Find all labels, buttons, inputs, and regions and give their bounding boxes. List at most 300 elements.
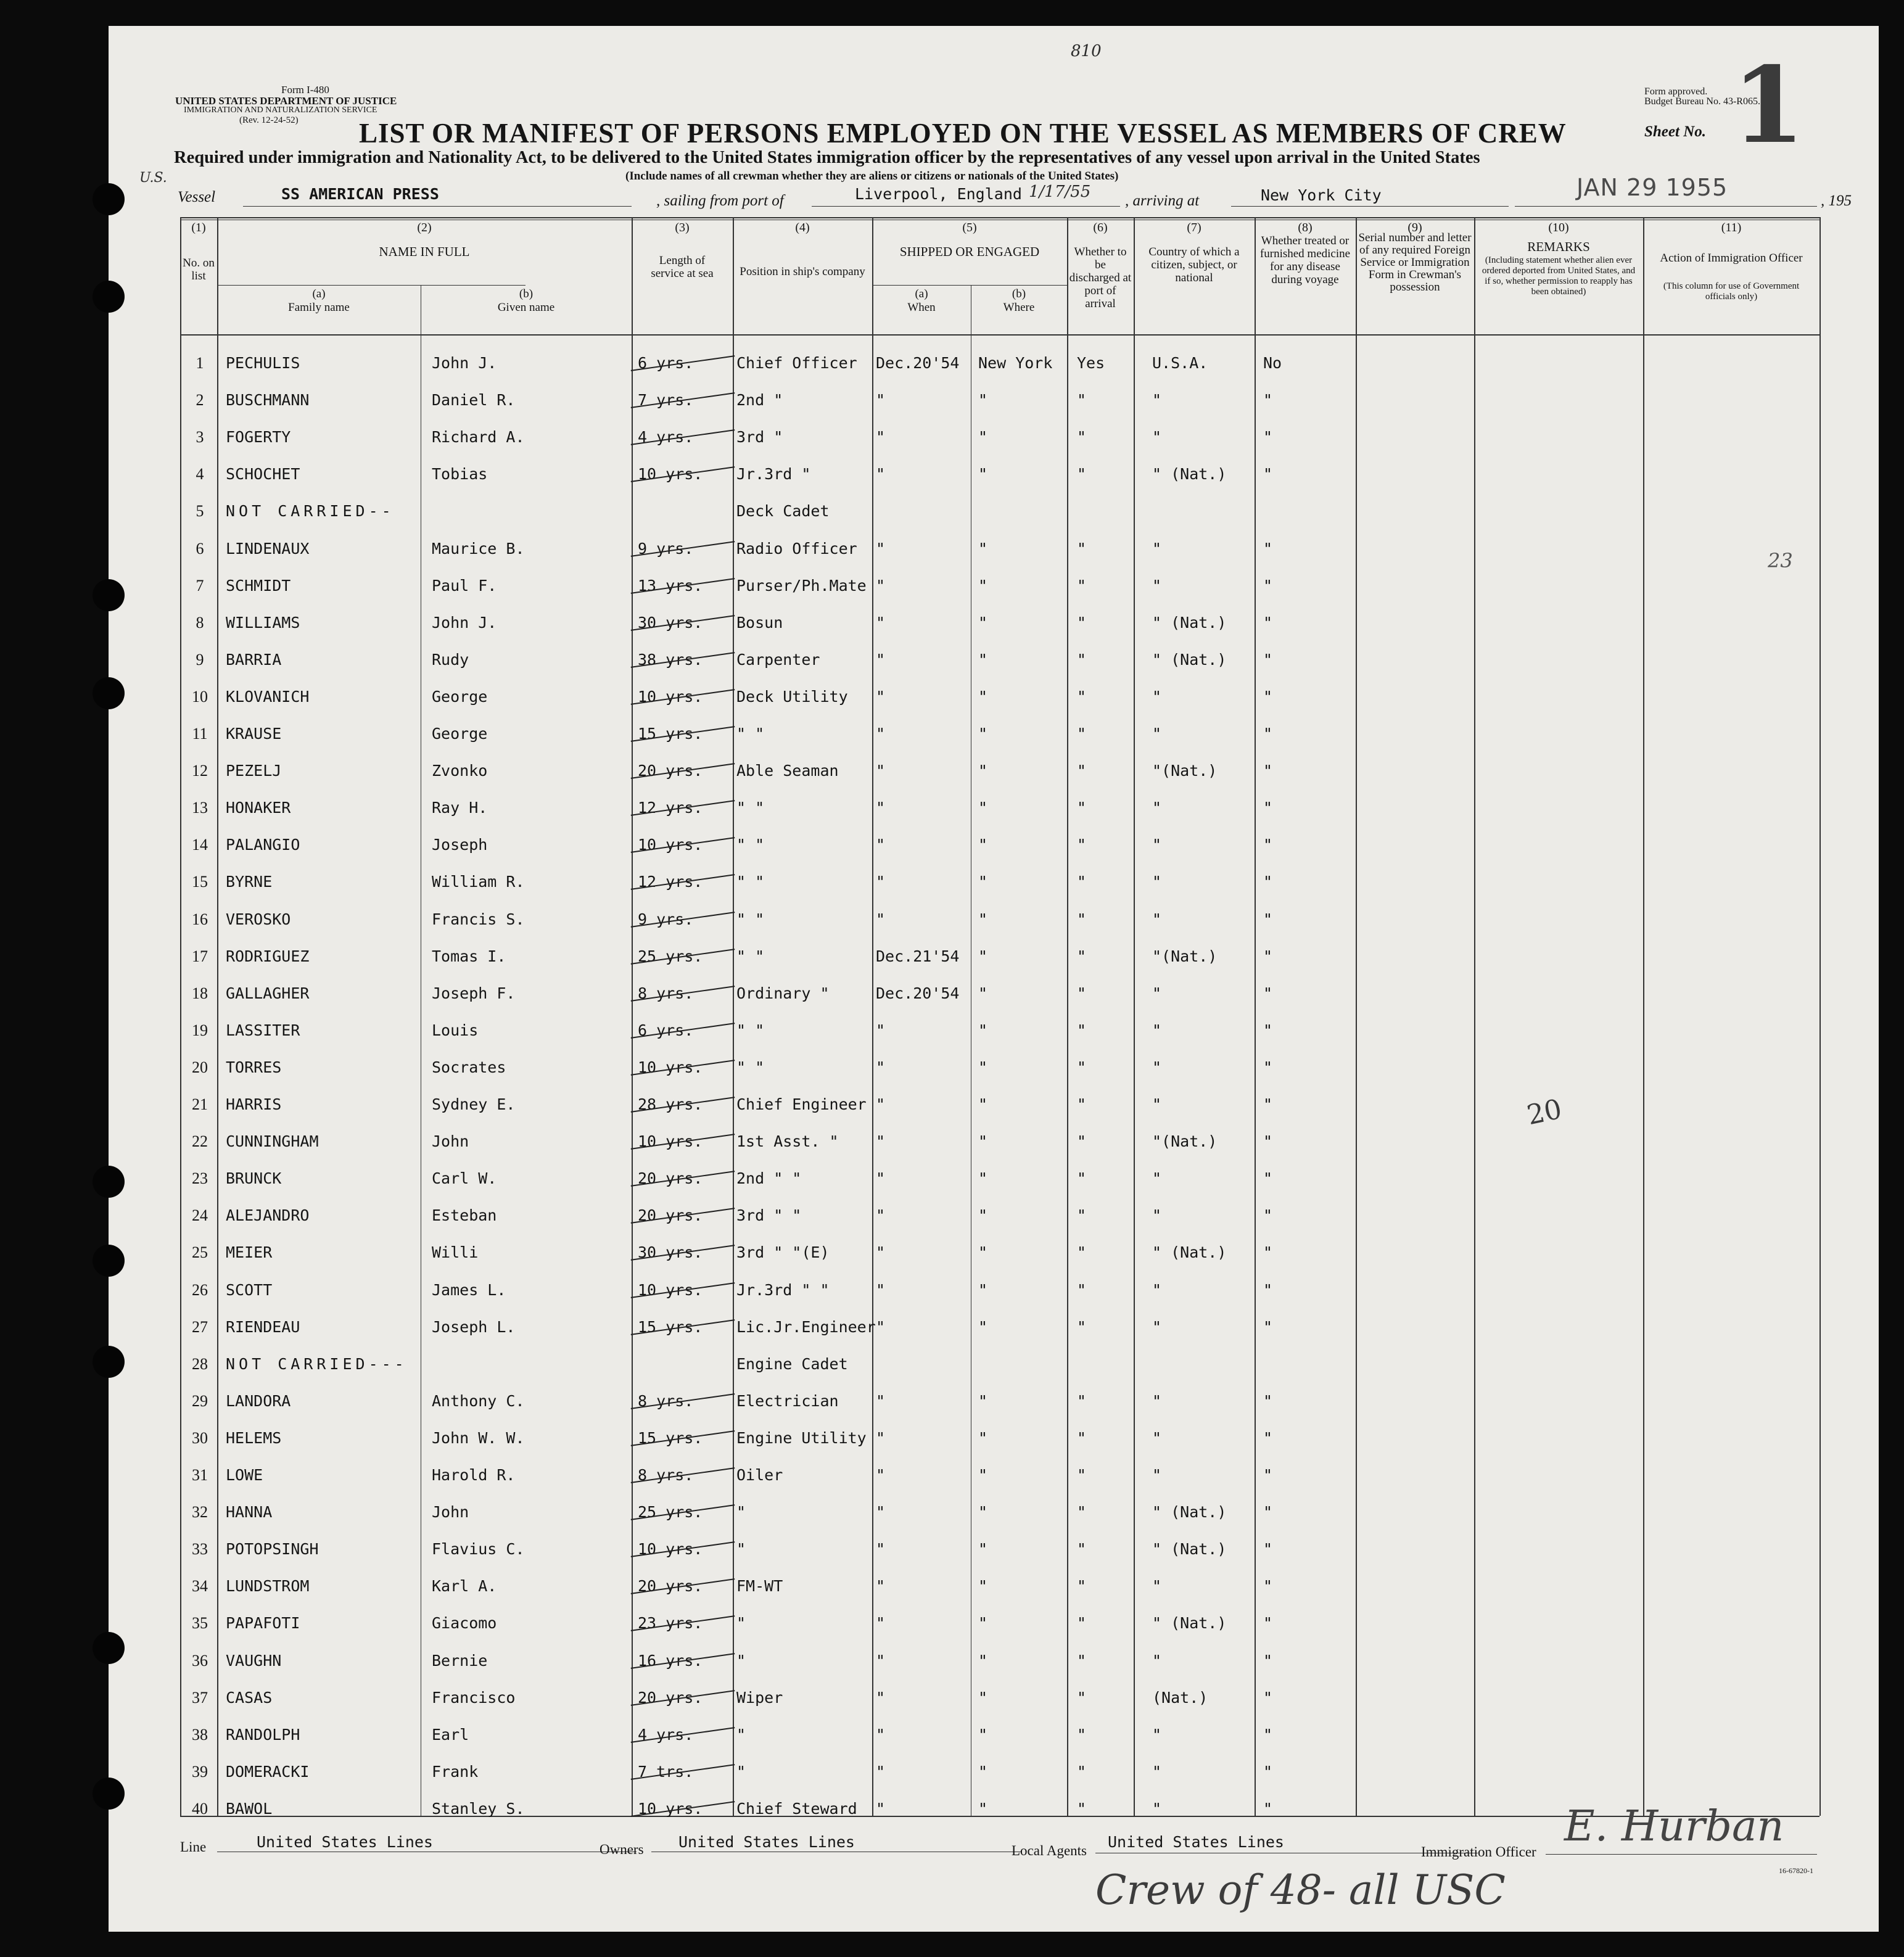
cell-given: Louis bbox=[432, 1021, 479, 1039]
cell-country: " bbox=[1152, 1021, 1162, 1039]
cell-given: Harold R. bbox=[432, 1466, 516, 1484]
cell-discharged: " bbox=[1077, 799, 1087, 817]
col10-number: (10) bbox=[1548, 221, 1569, 234]
cell-country: " bbox=[1152, 1280, 1162, 1299]
cell-no: 19 bbox=[192, 1021, 208, 1039]
cell-no: 6 bbox=[196, 539, 204, 558]
cell-country: " bbox=[1152, 391, 1162, 410]
cell-no: 31 bbox=[192, 1466, 208, 1484]
col2-number: (2) bbox=[417, 221, 432, 234]
cell-when: " bbox=[876, 1243, 886, 1262]
cell-no: 24 bbox=[192, 1206, 208, 1225]
cell-where: " bbox=[978, 1280, 988, 1299]
cell-country: "(Nat.) bbox=[1152, 1132, 1218, 1151]
cell-discharged: " bbox=[1077, 613, 1087, 632]
cell-position: " " bbox=[736, 873, 765, 891]
crew-note: Crew of 48- all USC bbox=[1095, 1866, 1506, 1914]
cell-service: 10 yrs. bbox=[638, 1799, 703, 1818]
cell-discharged: " bbox=[1077, 1280, 1087, 1299]
cell-no: 40 bbox=[192, 1799, 208, 1818]
cell-position: 1st Asst. " bbox=[736, 1132, 839, 1151]
table-row bbox=[109, 567, 1820, 604]
cell-discharged: " bbox=[1077, 1651, 1087, 1670]
col9-number: (9) bbox=[1407, 221, 1422, 234]
cell-when: " bbox=[876, 1651, 886, 1670]
cell-position: Engine Cadet bbox=[736, 1354, 848, 1373]
table-row bbox=[109, 1790, 1820, 1827]
cell-given: Giacomo bbox=[432, 1614, 497, 1633]
cell-medicine: " bbox=[1263, 465, 1273, 484]
cell-discharged: " bbox=[1077, 428, 1087, 447]
cell-given: George bbox=[432, 725, 488, 743]
cell-medicine: " bbox=[1263, 1577, 1273, 1596]
cell-given: George bbox=[432, 687, 488, 706]
cell-discharged: " bbox=[1077, 465, 1087, 484]
cell-country: " (Nat.) bbox=[1152, 1540, 1227, 1559]
cell-medicine: " bbox=[1263, 1169, 1273, 1188]
cell-service: 6 yrs. bbox=[638, 1021, 694, 1039]
cell-medicine: " bbox=[1263, 1428, 1273, 1447]
cell-country: " bbox=[1152, 1799, 1162, 1818]
table-row bbox=[109, 1308, 1820, 1345]
cell-position: Able Seaman bbox=[736, 762, 839, 780]
cell-discharged: " bbox=[1077, 1614, 1087, 1633]
cell-service: 10 yrs. bbox=[638, 1132, 703, 1151]
cell-position: " bbox=[736, 1503, 746, 1522]
cell-given: Francisco bbox=[432, 1688, 516, 1707]
col1-label: No. on list bbox=[183, 257, 215, 282]
cell-service: 16 yrs. bbox=[638, 1651, 703, 1670]
cell-service: 10 yrs. bbox=[638, 1280, 703, 1299]
col10-label: REMARKS bbox=[1527, 239, 1590, 254]
cell-family: HELEMS bbox=[226, 1428, 282, 1447]
cell-position: Jr.3rd " bbox=[736, 465, 811, 484]
sheet-number: 1 bbox=[1732, 44, 1805, 167]
cell-family: GALLAGHER bbox=[226, 984, 310, 1002]
cell-country: " bbox=[1152, 1095, 1162, 1113]
cell-where: " bbox=[978, 836, 988, 854]
cell-given: Joseph bbox=[432, 836, 488, 854]
cell-when: " bbox=[876, 391, 886, 410]
cell-discharged: " bbox=[1077, 1540, 1087, 1559]
cell-position: " bbox=[736, 1762, 746, 1781]
cell-family: BRUNCK bbox=[226, 1169, 282, 1188]
sheet-label: Sheet No. bbox=[1644, 123, 1706, 140]
cell-position: 3rd " bbox=[736, 428, 783, 447]
col5-number: (5) bbox=[962, 221, 977, 234]
stamp-mark: 20 bbox=[1524, 1093, 1565, 1132]
cell-service: 20 yrs. bbox=[638, 762, 703, 780]
cell-country: (Nat.) bbox=[1152, 1688, 1208, 1707]
cell-service: 10 yrs. bbox=[638, 1540, 703, 1559]
cell-given: John bbox=[432, 1503, 469, 1522]
cell-where: " bbox=[978, 725, 988, 743]
department: UNITED STATES DEPARTMENT OF JUSTICE bbox=[175, 95, 397, 107]
cell-discharged: " bbox=[1077, 1206, 1087, 1225]
form-approved: Form approved. bbox=[1644, 86, 1708, 97]
cell-position: Purser/Ph.Mate bbox=[736, 576, 867, 595]
cell-discharged: " bbox=[1077, 1169, 1087, 1188]
cell-service: 20 yrs. bbox=[638, 1577, 703, 1596]
cell-service: 15 yrs. bbox=[638, 1428, 703, 1447]
col5b-label: Where bbox=[1003, 301, 1035, 314]
cell-medicine: " bbox=[1263, 725, 1273, 743]
line-label: Line bbox=[180, 1839, 207, 1855]
table-row bbox=[109, 863, 1820, 900]
cell-position: Chief Engineer bbox=[736, 1095, 867, 1113]
cell-position: Deck Cadet bbox=[736, 502, 830, 521]
cell-where: " bbox=[978, 799, 988, 817]
cell-no: 32 bbox=[192, 1503, 208, 1522]
cell-medicine: " bbox=[1263, 984, 1273, 1002]
cell-where: " bbox=[978, 1391, 988, 1410]
table-row bbox=[109, 1604, 1820, 1641]
cell-when: " bbox=[876, 465, 886, 484]
col6-label: Whether to be discharged at port of arrival bbox=[1069, 245, 1132, 310]
cell-where: " bbox=[978, 984, 988, 1002]
cell-service: 12 yrs. bbox=[638, 799, 703, 817]
cell-discharged: " bbox=[1077, 1428, 1087, 1447]
cell-discharged: " bbox=[1077, 1762, 1087, 1781]
cell-service: 23 yrs. bbox=[638, 1614, 703, 1633]
cell-family: SCHOCHET bbox=[226, 465, 300, 484]
cell-discharged: " bbox=[1077, 1021, 1087, 1039]
cell-service: 9 yrs. bbox=[638, 539, 694, 558]
cell-discharged: " bbox=[1077, 1466, 1087, 1484]
vessel-label: Vessel bbox=[178, 189, 216, 205]
cell-discharged: " bbox=[1077, 576, 1087, 595]
cell-medicine: " bbox=[1263, 1132, 1273, 1151]
cell-discharged: " bbox=[1077, 1391, 1087, 1410]
cell-country: " bbox=[1152, 836, 1162, 854]
cell-where: " bbox=[978, 1651, 988, 1670]
cell-country: " bbox=[1152, 725, 1162, 743]
table-row bbox=[109, 1642, 1820, 1679]
cell-no: 20 bbox=[192, 1058, 208, 1076]
cell-medicine: " bbox=[1263, 1688, 1273, 1707]
cell-family: HANNA bbox=[226, 1503, 273, 1522]
agents-value: United States Lines bbox=[1108, 1833, 1284, 1851]
cell-country: " bbox=[1152, 539, 1162, 558]
cell-where: " bbox=[978, 428, 988, 447]
table-row bbox=[109, 1011, 1820, 1049]
cell-family: SCOTT bbox=[226, 1280, 273, 1299]
cell-family: PALANGIO bbox=[226, 836, 300, 854]
cell-position: " " bbox=[736, 836, 765, 854]
cell-when: " bbox=[876, 687, 886, 706]
cell-discharged: " bbox=[1077, 539, 1087, 558]
cell-where: " bbox=[978, 539, 988, 558]
col3-label: Length of service at sea bbox=[651, 254, 714, 280]
service-name: IMMIGRATION AND NATURALIZATION SERVICE bbox=[184, 105, 377, 115]
cell-no: 17 bbox=[192, 947, 208, 965]
cell-position: 2nd " " bbox=[736, 1169, 802, 1188]
cell-country: " bbox=[1152, 910, 1162, 928]
cell-family: LANDORA bbox=[226, 1391, 291, 1410]
col7-number: (7) bbox=[1187, 221, 1201, 234]
manifest-sheet bbox=[109, 26, 1879, 1932]
cell-family: SCHMIDT bbox=[226, 576, 291, 595]
cell-position: " bbox=[736, 1540, 746, 1559]
vessel-name: SS AMERICAN PRESS bbox=[281, 185, 439, 203]
officer-signature: E. Hurban bbox=[1564, 1802, 1784, 1851]
cell-country: " bbox=[1152, 984, 1162, 1002]
cell-when: " bbox=[876, 1577, 886, 1596]
cell-medicine: " bbox=[1263, 539, 1273, 558]
col2b-number: (b) bbox=[519, 287, 534, 300]
port-from: Liverpool, England bbox=[855, 185, 1022, 203]
cell-no: 5 bbox=[196, 502, 204, 521]
table-row bbox=[109, 641, 1820, 678]
cell-discharged: " bbox=[1077, 1058, 1087, 1076]
cell-discharged: " bbox=[1077, 687, 1087, 706]
cell-country: " bbox=[1152, 1391, 1162, 1410]
table-row bbox=[109, 1456, 1820, 1493]
cell-country: " (Nat.) bbox=[1152, 1243, 1227, 1262]
owners-value: United States Lines bbox=[678, 1833, 855, 1851]
col9-label: Serial number and letter of any required Foreign Service or Immigration Form in Crewman's possession bbox=[1358, 231, 1472, 294]
table-row bbox=[109, 455, 1820, 492]
cell-discharged: " bbox=[1077, 725, 1087, 743]
cell-family: RODRIGUEZ bbox=[226, 947, 310, 965]
table-row bbox=[109, 1123, 1820, 1160]
cell-discharged: " bbox=[1077, 1688, 1087, 1707]
cell-medicine: " bbox=[1263, 1503, 1273, 1522]
cell-position: Jr.3rd " " bbox=[736, 1280, 830, 1299]
cell-country: " bbox=[1152, 1206, 1162, 1225]
cell-medicine: " bbox=[1263, 947, 1273, 965]
cell-family: BUSCHMANN bbox=[226, 391, 310, 410]
cell-no: 18 bbox=[192, 984, 208, 1002]
cell-where: " bbox=[978, 1428, 988, 1447]
cell-medicine: " bbox=[1263, 1280, 1273, 1299]
cell-where: " bbox=[978, 1466, 988, 1484]
cell-medicine: " bbox=[1263, 1762, 1273, 1781]
cell-family: VAUGHN bbox=[226, 1651, 282, 1670]
cell-family: LASSITER bbox=[226, 1021, 300, 1039]
cell-family: PAPAFOTI bbox=[226, 1614, 300, 1633]
cell-family: BAWOL bbox=[226, 1799, 273, 1818]
cell-medicine: " bbox=[1263, 1725, 1273, 1744]
table-row bbox=[109, 1419, 1820, 1456]
cell-discharged: " bbox=[1077, 947, 1087, 965]
cell-no: 21 bbox=[192, 1095, 208, 1113]
cell-service: 6 yrs. bbox=[638, 354, 694, 372]
cell-no: 13 bbox=[192, 799, 208, 817]
cell-given: Tomas I. bbox=[432, 947, 506, 965]
cell-service: 15 yrs. bbox=[638, 725, 703, 743]
cell-when: Dec.21'54 bbox=[876, 947, 960, 965]
cell-where: " bbox=[978, 1762, 988, 1781]
cell-medicine: " bbox=[1263, 1058, 1273, 1076]
cell-when: " bbox=[876, 1799, 886, 1818]
cell-family: BARRIA bbox=[226, 650, 282, 669]
table-row bbox=[109, 715, 1820, 752]
cell-country: " bbox=[1152, 1577, 1162, 1596]
col4-label: Position in ship's company bbox=[740, 265, 865, 278]
cell-family: WILLIAMS bbox=[226, 613, 300, 632]
cell-when: " bbox=[876, 1725, 886, 1744]
cell-family: HONAKER bbox=[226, 799, 291, 817]
cell-when: " bbox=[876, 725, 886, 743]
table-row bbox=[109, 344, 1820, 381]
cell-no: 11 bbox=[192, 725, 208, 743]
table-row bbox=[109, 789, 1820, 826]
cell-given: Bernie bbox=[432, 1651, 488, 1670]
cell-no: 37 bbox=[192, 1688, 208, 1707]
cell-position: Deck Utility bbox=[736, 687, 848, 706]
cell-position: Bosun bbox=[736, 613, 783, 632]
cell-medicine: " bbox=[1263, 910, 1273, 928]
cell-family: TORRES bbox=[226, 1058, 282, 1076]
cell-position: " " bbox=[736, 1058, 765, 1076]
cell-no: 22 bbox=[192, 1132, 208, 1151]
cell-when: " bbox=[876, 836, 886, 854]
cell-medicine: " bbox=[1263, 576, 1273, 595]
cell-given: Anthony C. bbox=[432, 1391, 525, 1410]
cell-medicine: " bbox=[1263, 1651, 1273, 1670]
cell-where: " bbox=[978, 687, 988, 706]
cell-discharged: " bbox=[1077, 650, 1087, 669]
cell-when: " bbox=[876, 1058, 886, 1076]
cell-given: Daniel R. bbox=[432, 391, 516, 410]
col2a-number: (a) bbox=[312, 287, 326, 300]
cell-given: Karl A. bbox=[432, 1577, 497, 1596]
cell-when: Dec.20'54 bbox=[876, 984, 960, 1002]
cell-position: Chief Officer bbox=[736, 354, 857, 372]
table-row bbox=[109, 752, 1820, 789]
agents-label: Local Agents bbox=[1012, 1843, 1087, 1858]
print-code: 16-67820-1 bbox=[1779, 1866, 1813, 1875]
cell-no: 1 bbox=[196, 354, 204, 372]
cell-position: Chief Steward bbox=[736, 1799, 857, 1818]
cell-service: 20 yrs. bbox=[638, 1169, 703, 1188]
cell-when: " bbox=[876, 1021, 886, 1039]
cell-country: " bbox=[1152, 687, 1162, 706]
cell-no: 39 bbox=[192, 1762, 208, 1781]
cell-family: RANDOLPH bbox=[226, 1725, 300, 1744]
table-row bbox=[109, 1234, 1820, 1271]
cell-family: CASAS bbox=[226, 1688, 273, 1707]
col2b-label: Given name bbox=[497, 301, 555, 314]
cell-position: " " bbox=[736, 799, 765, 817]
cell-when: " bbox=[876, 1169, 886, 1188]
cell-country: "(Nat.) bbox=[1152, 947, 1218, 965]
cell-country: " bbox=[1152, 1651, 1162, 1670]
cell-discharged: " bbox=[1077, 1132, 1087, 1151]
cell-position: " bbox=[736, 1725, 746, 1744]
cell-no: 35 bbox=[192, 1614, 208, 1633]
table-row bbox=[109, 1271, 1820, 1308]
col5-label: SHIPPED OR ENGAGED bbox=[899, 244, 1040, 259]
col11-label: Action of Immigration Officer bbox=[1660, 252, 1803, 265]
top-mark: 810 bbox=[1071, 42, 1102, 60]
cell-when: " bbox=[876, 1280, 886, 1299]
cell-no: 30 bbox=[192, 1428, 208, 1447]
cell-where: " bbox=[978, 1317, 988, 1336]
cell-given: Richard A. bbox=[432, 428, 525, 447]
cell-country: "(Nat.) bbox=[1152, 762, 1218, 780]
cell-service: 10 yrs. bbox=[638, 465, 703, 484]
cell-when: " bbox=[876, 428, 886, 447]
cell-where: " bbox=[978, 1799, 988, 1818]
cell-where: New York bbox=[978, 354, 1053, 372]
vessel-prefix: U.S. bbox=[139, 170, 167, 186]
cell-when: " bbox=[876, 1466, 886, 1484]
cell-no: 15 bbox=[192, 873, 208, 891]
cell-given: John W. W. bbox=[432, 1428, 525, 1447]
col8-number: (8) bbox=[1298, 221, 1313, 234]
cell-family: LOWE bbox=[226, 1466, 263, 1484]
cell-where: " bbox=[978, 910, 988, 928]
cell-no: 14 bbox=[192, 836, 208, 854]
cell-medicine: " bbox=[1263, 1317, 1273, 1336]
table-row bbox=[109, 530, 1820, 567]
cell-where: " bbox=[978, 650, 988, 669]
col10-note: (Including statement whether alien ever ordered deported from United States, and if so, whether permission to reapply has been obtained) bbox=[1482, 255, 1636, 297]
cell-service: 7 trs. bbox=[638, 1762, 694, 1781]
cell-when: " bbox=[876, 539, 886, 558]
cell-country: " bbox=[1152, 1317, 1162, 1336]
cell-where: " bbox=[978, 465, 988, 484]
cell-position: 2nd " bbox=[736, 391, 783, 410]
cell-when: " bbox=[876, 1317, 886, 1336]
cell-where: " bbox=[978, 1614, 988, 1633]
cell-discharged: " bbox=[1077, 1243, 1087, 1262]
cell-country: " (Nat.) bbox=[1152, 613, 1227, 632]
cell-family: DOMERACKI bbox=[226, 1762, 310, 1781]
cell-given: Carl W. bbox=[432, 1169, 497, 1188]
table-row bbox=[109, 678, 1820, 715]
cell-discharged: " bbox=[1077, 1577, 1087, 1596]
cell-family: NOT CARRIED-- bbox=[226, 502, 395, 521]
cell-discharged: " bbox=[1077, 1725, 1087, 1744]
cell-given: John J. bbox=[432, 354, 497, 372]
cell-given: Joseph F. bbox=[432, 984, 516, 1002]
line-value: United States Lines bbox=[257, 1833, 433, 1851]
cell-medicine: " bbox=[1263, 687, 1273, 706]
col3-number: (3) bbox=[675, 221, 690, 234]
cell-medicine: " bbox=[1263, 836, 1273, 854]
cell-service: 4 yrs. bbox=[638, 428, 694, 447]
cell-country: " bbox=[1152, 1762, 1162, 1781]
cell-family: VEROSKO bbox=[226, 910, 291, 928]
cell-discharged: " bbox=[1077, 984, 1087, 1002]
cell-service: 7 yrs. bbox=[638, 391, 694, 410]
cell-medicine: " bbox=[1263, 762, 1273, 780]
cell-no: 27 bbox=[192, 1317, 208, 1336]
cell-when: " bbox=[876, 576, 886, 595]
cell-position: " " bbox=[736, 1021, 765, 1039]
table-row bbox=[109, 1493, 1820, 1530]
cell-position: FM-WT bbox=[736, 1577, 783, 1596]
cell-where: " bbox=[978, 1095, 988, 1113]
table-row bbox=[109, 1197, 1820, 1234]
table-row bbox=[109, 1049, 1820, 1086]
cell-given: Paul F. bbox=[432, 576, 497, 595]
cell-when: " bbox=[876, 762, 886, 780]
cell-position: Electrician bbox=[736, 1391, 839, 1410]
col1-number: (1) bbox=[191, 221, 206, 234]
cell-medicine: " bbox=[1263, 1095, 1273, 1113]
cell-service: 12 yrs. bbox=[638, 873, 703, 891]
cell-given: James L. bbox=[432, 1280, 506, 1299]
cell-where: " bbox=[978, 1688, 988, 1707]
cell-discharged: " bbox=[1077, 873, 1087, 891]
cell-family: PECHULIS bbox=[226, 354, 300, 372]
cell-given: Stanley S. bbox=[432, 1799, 525, 1818]
cell-medicine: " bbox=[1263, 1391, 1273, 1410]
